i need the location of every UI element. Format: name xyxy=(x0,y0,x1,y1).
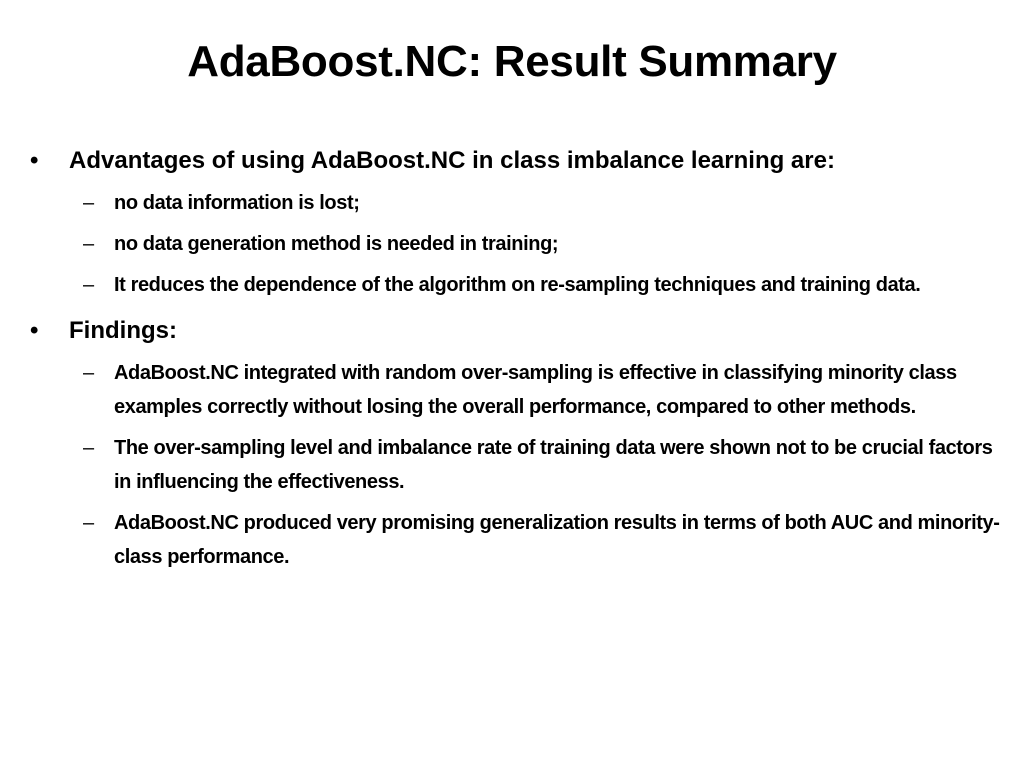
dash-icon: – xyxy=(83,512,94,534)
list-item-text: The over-sampling level and imbalance rate of training data were shown not to be crucial factors in influencing the effectiveness. xyxy=(114,437,993,493)
list-item xyxy=(30,268,1005,302)
list-item-text: AdaBoost.NC integrated with random over-sampling is effective in classifying minority class examples correctly without losing the overall performance, compared to other methods. xyxy=(114,362,957,418)
list-item xyxy=(30,356,1005,424)
list-item-text: no data generation method is needed in training; xyxy=(114,233,559,255)
findings-list xyxy=(30,356,1005,574)
list-item-text: AdaBoost.NC produced very promising generalization results in terms of both AUC and minority-class performance. xyxy=(114,512,1000,568)
slide-content xyxy=(30,142,1005,584)
list-item-text: no data information is lost; xyxy=(114,192,360,214)
bullet-heading: Findings: xyxy=(69,317,177,344)
list-item xyxy=(30,186,1005,220)
list-item xyxy=(30,227,1005,261)
dash-icon: – xyxy=(83,362,94,384)
bullet-advantages xyxy=(30,142,1005,180)
bullet-icon: • xyxy=(30,147,39,174)
bullet-findings xyxy=(30,312,1005,350)
dash-icon: – xyxy=(83,437,94,459)
dash-icon: – xyxy=(83,274,94,296)
dash-icon: – xyxy=(83,233,94,255)
slide-title: AdaBoost.NC: Result Summary xyxy=(187,37,837,86)
dash-icon: – xyxy=(83,192,94,214)
bullet-icon: • xyxy=(30,317,39,344)
advantages-list xyxy=(30,186,1005,302)
list-item xyxy=(30,431,1005,499)
list-item-text: It reduces the dependence of the algorithm on re-sampling techniques and training data. xyxy=(114,274,921,296)
list-item xyxy=(30,506,1005,574)
bullet-heading: Advantages of using AdaBoost.NC in class imbalance learning are: xyxy=(69,147,835,174)
